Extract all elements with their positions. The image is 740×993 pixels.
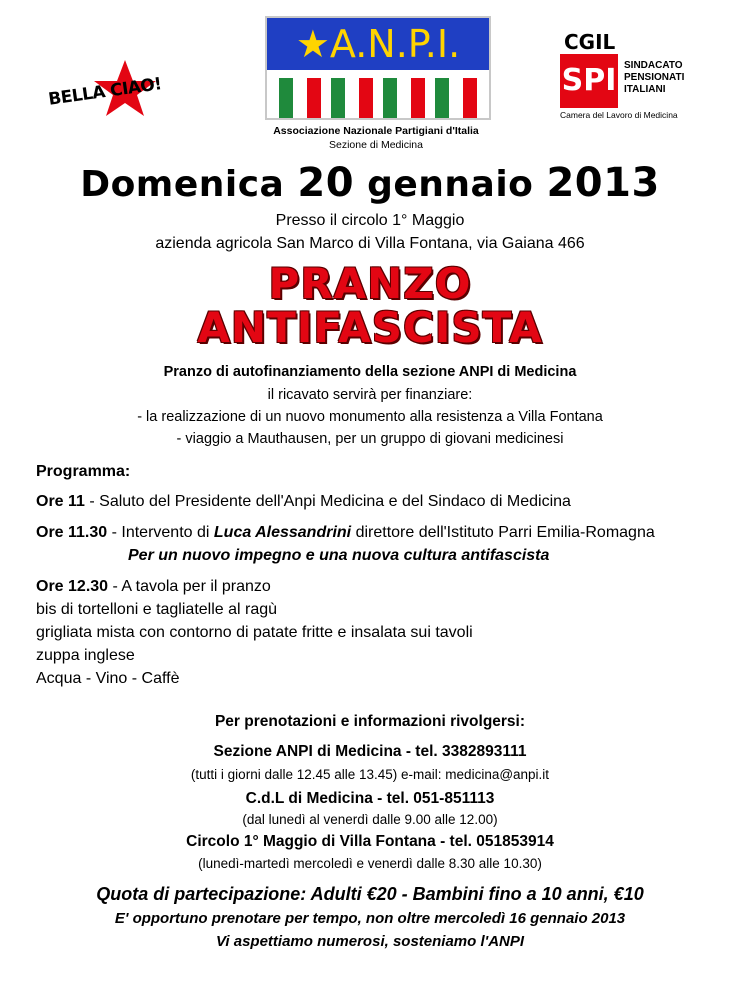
menu-item: bis di tortelloni e tagliatelle al ragù bbox=[36, 601, 278, 618]
venue-line2: azienda agricola San Marco di Villa Fontana, via Gaiana 466 bbox=[155, 235, 585, 252]
spi-line2: PENSIONATI bbox=[624, 72, 685, 83]
price-info: Quota di partecipazione: Adulti €20 - Bambini fino a 10 anni, €10 bbox=[96, 884, 644, 904]
title-line2: ANTIFASCISTA bbox=[197, 303, 543, 352]
item2-speaker: Luca Alessandrini bbox=[213, 524, 352, 541]
item2-pre: - Intervento di bbox=[107, 524, 214, 541]
menu-item: Acqua - Vino - Caffè bbox=[36, 670, 180, 687]
cgil-spi-logo bbox=[560, 30, 700, 120]
spi-box: SPI bbox=[560, 54, 618, 108]
item2-subtitle: Per un nuovo impegno e una nuova cultura antifascista bbox=[128, 547, 550, 564]
bella-ciao-text: BELLA CIAO! bbox=[47, 74, 163, 110]
title-line1: PRANZO bbox=[268, 259, 472, 308]
booking-deadline: E' opportuno prenotare per tempo, non oltre mercoledì 16 gennaio 2013 bbox=[114, 910, 626, 927]
spi-line3: ITALIANI bbox=[624, 84, 666, 95]
date-prefix: Domenica bbox=[80, 164, 285, 205]
item3-text: - A tavola per il pranzo bbox=[108, 578, 271, 595]
program-item-1 bbox=[36, 493, 571, 511]
event-title bbox=[0, 259, 740, 352]
program-item-2 bbox=[36, 524, 655, 542]
date-year: 2013 bbox=[546, 160, 660, 206]
camera-lavoro: Camera del Lavoro di Medicina bbox=[560, 110, 678, 120]
flag-icon bbox=[331, 78, 373, 118]
contact-anpi: Sezione ANPI di Medicina - tel. 3382893111 bbox=[213, 743, 527, 760]
flag-icon bbox=[279, 78, 321, 118]
item1-time: Ore 11 bbox=[36, 493, 85, 510]
closing-line: Vi aspettiamo numerosi, sosteniamo l'ANPI bbox=[215, 933, 525, 950]
anpi-association: Associazione Nazionale Partigiani d'Italia bbox=[273, 125, 479, 137]
date-day: 20 bbox=[297, 160, 355, 206]
date-month: gennaio bbox=[367, 164, 534, 205]
spi-line1: SINDACATO bbox=[624, 60, 683, 71]
menu-item: zuppa inglese bbox=[36, 647, 135, 664]
anpi-section: Sezione di Medicina bbox=[329, 139, 423, 151]
anpi-name: A.N.P.I. bbox=[329, 22, 461, 66]
menu-item: grigliata mista con contorno di patate fritte e insalata sui tavoli bbox=[36, 624, 473, 641]
program-heading: Programma: bbox=[36, 463, 131, 480]
spi-name bbox=[624, 60, 684, 96]
intro-headline: Pranzo di autofinanziamento della sezione ANPI di Medicina bbox=[163, 364, 577, 380]
contacts-heading: Per prenotazioni e informazioni rivolgersi: bbox=[214, 713, 526, 730]
contact-circolo: Circolo 1° Maggio di Villa Fontana - tel. 051853914 bbox=[186, 833, 554, 850]
intro-line2: - la realizzazione di un nuovo monumento alla resistenza a Villa Fontana bbox=[137, 409, 603, 425]
anpi-caption bbox=[228, 124, 524, 152]
contact-circolo-hours: (lunedì-martedì mercoledì e venerdì dalle 8.30 alle 10.30) bbox=[198, 856, 542, 871]
anpi-banner bbox=[267, 18, 489, 70]
cgil-text: CGIL bbox=[564, 30, 616, 54]
contact-cdl-hours: (dal lunedì al venerdì dalle 9.00 alle 12.00) bbox=[242, 812, 498, 827]
item2-post: direttore dell'Istituto Parri Emilia-Romagna bbox=[351, 524, 655, 541]
intro-line1: il ricavato servirà per finanziare: bbox=[267, 387, 473, 403]
flag-icon bbox=[435, 78, 477, 118]
item2-time: Ore 11.30 bbox=[36, 524, 108, 541]
flag-icon bbox=[383, 78, 425, 118]
event-date bbox=[0, 160, 740, 206]
star-icon: ★ bbox=[295, 22, 330, 66]
anpi-flags bbox=[279, 78, 477, 118]
venue-line1: Presso il circolo 1° Maggio bbox=[275, 212, 465, 229]
bella-ciao-logo bbox=[48, 58, 198, 118]
intro-line3: - viaggio a Mauthausen, per un gruppo di giovani medicinesi bbox=[176, 431, 564, 447]
contact-anpi-hours: (tutti i giorni dalle 12.45 alle 13.45) e-mail: medicina@anpi.it bbox=[190, 767, 550, 782]
program-item-3 bbox=[36, 578, 271, 596]
contact-cdl: C.d.L di Medicina - tel. 051-851113 bbox=[245, 790, 495, 807]
anpi-logo bbox=[265, 16, 491, 120]
item3-time: Ore 12.30 bbox=[36, 578, 109, 595]
item1-text: - Saluto del Presidente dell'Anpi Medicina e del Sindaco di Medicina bbox=[84, 493, 571, 510]
